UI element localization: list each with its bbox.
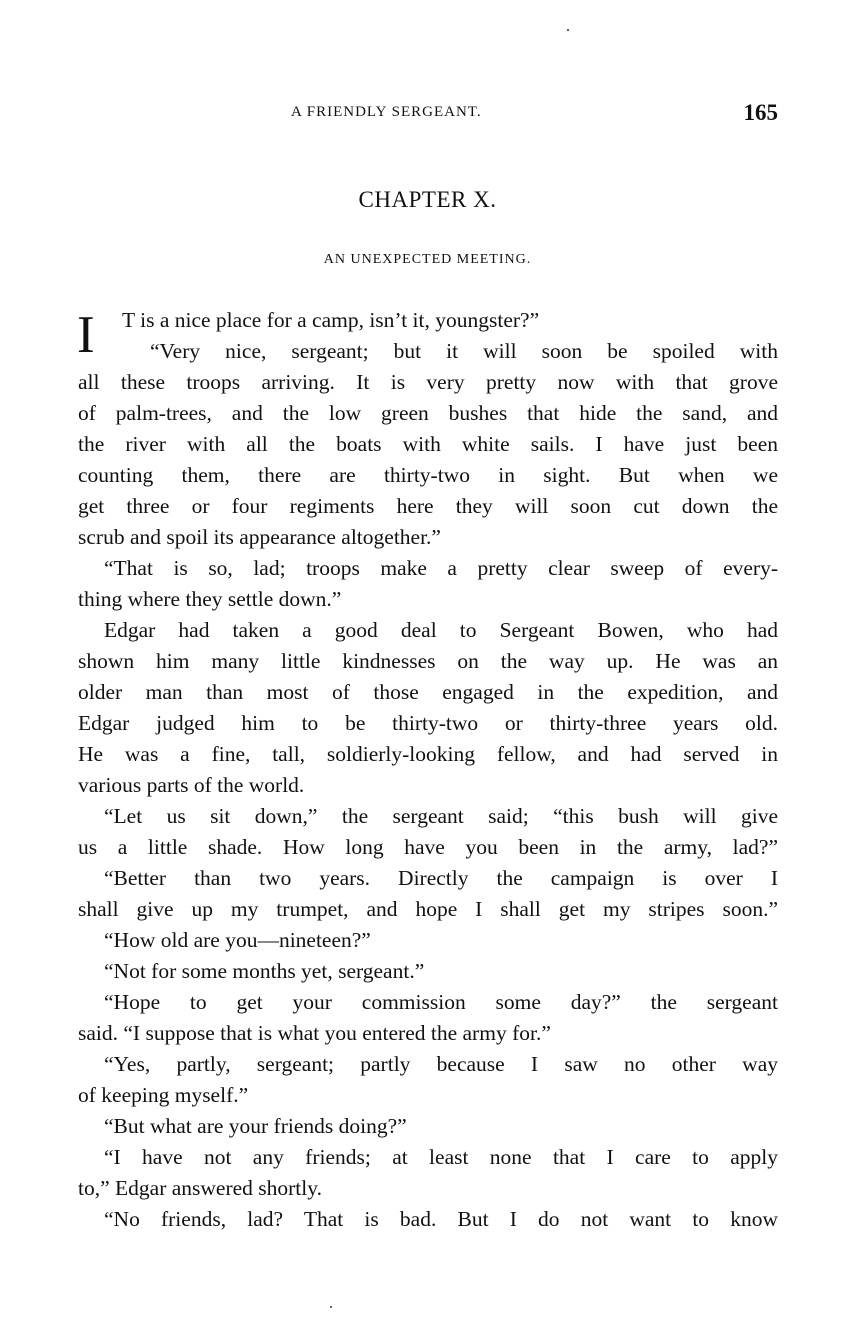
text-line: “That is so, lad; troops make a pretty clear sweep of every- bbox=[104, 556, 778, 580]
running-title: A FRIENDLY SERGEANT. bbox=[291, 104, 482, 120]
text-line: get three or four regiments here they will soon cut down the bbox=[78, 494, 778, 518]
text-line: T is a nice place for a camp, isn’t it, youngster?” bbox=[122, 308, 540, 332]
page-number: 165 bbox=[743, 100, 778, 125]
text-line: He was a fine, tall, soldierly-looking fellow, and had served in bbox=[78, 742, 778, 766]
text-line: us a little shade. How long have you been in the army, lad?” bbox=[78, 835, 778, 859]
text-line: the river with all the boats with white sails. I have just been bbox=[78, 432, 778, 456]
text-line: “No friends, lad? That is bad. But I do not want to know bbox=[104, 1207, 778, 1231]
text-line: said. “I suppose that is what you entered the army for.” bbox=[78, 1021, 551, 1045]
text-line: “But what are your friends doing?” bbox=[104, 1114, 407, 1138]
text-line: Edgar had taken a good deal to Sergeant Bowen, who had bbox=[104, 618, 778, 642]
running-head bbox=[78, 100, 778, 128]
text-lines bbox=[78, 305, 778, 1235]
text-line: “Better than two years. Directly the campaign is over I bbox=[104, 866, 778, 890]
print-speck bbox=[567, 29, 569, 31]
print-speck bbox=[330, 1306, 332, 1308]
text-line: “Yes, partly, sergeant; partly because I saw no other way bbox=[104, 1052, 778, 1076]
text-line: shown him many little kindnesses on the way up. He was an bbox=[78, 649, 778, 673]
text-line: various parts of the world. bbox=[78, 773, 305, 797]
text-line: Edgar judged him to be thirty-two or thirty-three years old. bbox=[78, 711, 778, 735]
text-line: of keeping myself.” bbox=[78, 1083, 249, 1107]
drop-cap: I bbox=[77, 306, 95, 364]
text-line: all these troops arriving. It is very pretty now with that grove bbox=[78, 370, 778, 394]
text-line: shall give up my trumpet, and hope I shall get my stripes soon.” bbox=[78, 897, 778, 921]
text-line: “Let us sit down,” the sergeant said; “this bush will give bbox=[104, 804, 778, 828]
text-line: “I have not any friends; at least none that I care to apply bbox=[104, 1145, 778, 1169]
text-line: of palm-trees, and the low green bushes that hide the sand, and bbox=[78, 401, 778, 425]
chapter-title: CHAPTER X. bbox=[358, 187, 497, 212]
text-line: thing where they settle down.” bbox=[78, 587, 342, 611]
chapter-subtitle: AN UNEXPECTED MEETING. bbox=[323, 252, 532, 267]
text-line: “Very nice, sergeant; but it will soon be spoiled with bbox=[150, 339, 778, 363]
text-line: “Hope to get your commission some day?” the sergeant bbox=[104, 990, 778, 1014]
text-line: to,” Edgar answered shortly. bbox=[78, 1176, 322, 1200]
body-text bbox=[78, 305, 778, 1235]
text-line: older man than most of those engaged in the expedition, and bbox=[78, 680, 778, 704]
text-line: “Not for some months yet, sergeant.” bbox=[104, 959, 425, 983]
text-line: scrub and spoil its appearance altogether.” bbox=[78, 525, 441, 549]
text-line: counting them, there are thirty-two in sight. But when we bbox=[78, 463, 778, 487]
text-line: “How old are you—nineteen?” bbox=[104, 928, 371, 952]
